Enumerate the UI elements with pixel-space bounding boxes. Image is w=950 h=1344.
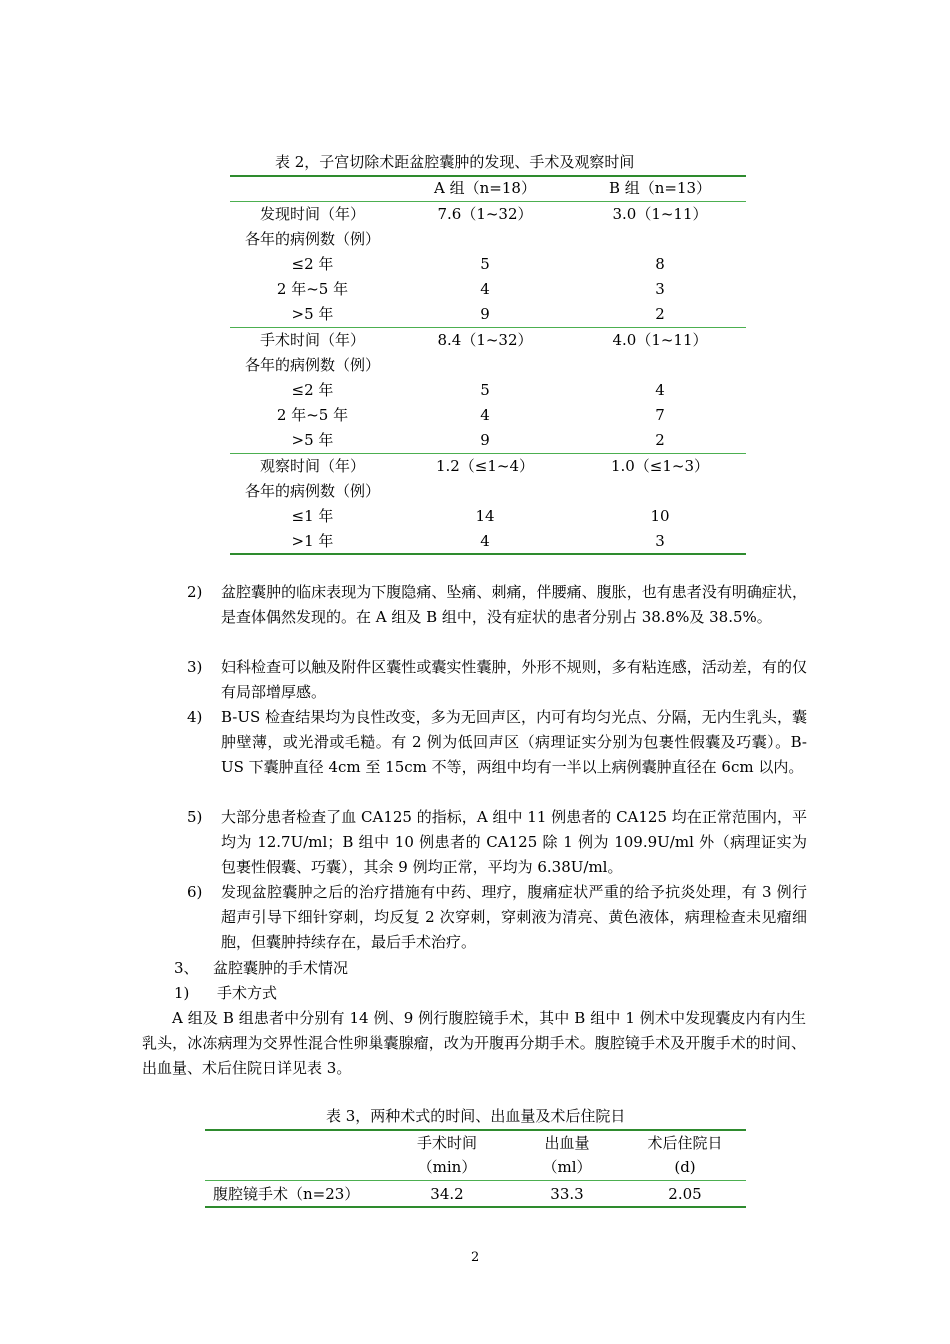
table3-row1-c2: 33.3 <box>550 1185 584 1203</box>
table2-head-a: A 组（n=18） <box>434 179 536 197</box>
table2-row-label: 2 年~5 年 <box>276 406 349 424</box>
table2-row-a: 4 <box>480 406 490 424</box>
table3-caption: 表 3，两种术式的时间、出血量及术后住院日 <box>326 1107 626 1125</box>
table2-row-label: 手术时间（年） <box>259 331 365 349</box>
table2-row-b: 3.0（1~11） <box>612 205 708 223</box>
table2-row-a: 8.4（1~32） <box>437 331 533 349</box>
table2-top-rule <box>230 175 746 177</box>
table2-row-a: 5 <box>480 255 490 273</box>
table2-row-label: 2 年~5 年 <box>276 280 349 298</box>
table2-row-a: 14 <box>475 507 495 525</box>
table2-row-label: >5 年 <box>291 431 334 449</box>
table2-row-b: 8 <box>655 255 665 273</box>
table3-head-rule <box>205 1180 746 1181</box>
table2-row-a: 9 <box>480 431 490 449</box>
table3-head2-line2: （ml） <box>542 1158 592 1176</box>
table3-head3-line2: (d) <box>674 1158 696 1176</box>
list-item-text: 妇科检查可以触及附件区囊性或囊实性囊肿，外形不规则，多有粘连感，活动差，有的仅有局部增厚感。 <box>221 658 807 701</box>
table2-row-b: 2 <box>655 305 665 323</box>
table3-top-rule <box>205 1129 746 1131</box>
table3-row1-c3: 2.05 <box>668 1185 702 1203</box>
table2-row-b: 3 <box>655 532 665 550</box>
table2-row-a: 4 <box>480 280 490 298</box>
table2-row-label: 各年的病例数（例） <box>244 482 380 500</box>
table2-row-label: 各年的病例数（例） <box>244 356 380 374</box>
sub1-number: 1) <box>174 984 190 1002</box>
table2-row-label: 各年的病例数（例） <box>244 230 380 248</box>
table2-row-a: 7.6（1~32） <box>437 205 533 223</box>
list-item-text: 大部分患者检查了血 CA125 的指标，A 组中 11 例患者的 CA125 均在正常范围内，平均为 12.7U/ml；B 组中 10 例患者的 CA125 除 1 例为 109.9U/ml 外（病理证实为包裹性假囊、巧囊），其余 9 例均正常，平均为 6.38U/ml。 <box>221 808 807 876</box>
table2-row-b: 3 <box>655 280 665 298</box>
table2-row-b: 1.0（≤1~3） <box>610 457 710 475</box>
table2-row-label: ≤1 年 <box>291 507 334 525</box>
table2-row-label: 发现时间（年） <box>259 205 365 223</box>
table2-row-label: >5 年 <box>291 305 334 323</box>
list-item-number: 5) <box>187 808 203 826</box>
list-item-text: 盆腔囊肿的临床表现为下腹隐痛、坠痛、刺痛，伴腰痛、腹胀，也有患者没有明确症状，是查体偶然发现的。在 A 组及 B 组中，没有症状的患者分别占 38.8%及 38.5%。 <box>221 583 807 626</box>
table3-row1-label: 腹腔镜手术（n=23） <box>213 1185 360 1203</box>
table2-bottom-rule <box>230 553 746 555</box>
table2-group-rule-1 <box>230 327 746 328</box>
table2-row-label: 观察时间（年） <box>259 457 365 475</box>
table2-row-a: 4 <box>480 532 490 550</box>
table2-row-b: 2 <box>655 431 665 449</box>
table2-row-a: 5 <box>480 381 490 399</box>
table2-row-a: 1.2（≤1~4） <box>435 457 535 475</box>
table2-group-rule-2 <box>230 453 746 454</box>
section3-title: 盆腔囊肿的手术情况 <box>213 959 349 977</box>
list-item-number: 4) <box>187 708 203 726</box>
list-item-text: 发现盆腔囊肿之后的治疗措施有中药、理疗，腹痛症状严重的给予抗炎处理，有 3 例行超声引导下细针穿刺，均反复 2 次穿刺，穿刺液为清亮、黄色液体，病理检查未见瘤细胞，但囊肿持续存在，最后手术治疗。 <box>221 883 807 951</box>
table3-head1-line1: 手术时间 <box>416 1134 477 1152</box>
table3-head1-line2: （min） <box>417 1158 477 1176</box>
section3-number: 3、 <box>174 959 199 977</box>
table2-row-a: 9 <box>480 305 490 323</box>
table2-row-b: 4.0（1~11） <box>612 331 708 349</box>
table3-head2-line1: 出血量 <box>544 1134 590 1152</box>
table2-row-label: >1 年 <box>291 532 334 550</box>
table2-row-b: 10 <box>650 507 670 525</box>
table2-head-b: B 组（n=13） <box>608 179 712 197</box>
sub1-title: 手术方式 <box>217 984 278 1002</box>
table2-row-label: ≤2 年 <box>291 255 334 273</box>
list-item-text: B-US 检查结果均为良性改变，多为无回声区，内可有均匀光点、分隔，无内生乳头，囊肿壁薄，或光滑或毛糙。有 2 例为低回声区（病理证实分别为包裹性假囊及巧囊）。B-US 下囊肿直径 4cm 至 15cm 不等，两组中均有一半以上病例囊肿直径在 6cm 以内。 <box>221 708 807 776</box>
table3-head3-line1: 术后住院日 <box>647 1134 723 1152</box>
body-paragraph: A 组及 B 组患者中分别有 14 例、9 例行腹腔镜手术，其中 B 组中 1 例术中发现囊皮内有内生乳头，冰冻病理为交界性混合性卵巢囊腺瘤，改为开腹再分期手术。腹腔镜手术及开腹手术的时间、出血量、术后住院日详见表 3。 <box>142 1009 806 1077</box>
table2-row-b: 7 <box>655 406 665 424</box>
table3-bottom-rule <box>205 1206 746 1208</box>
table2-head-rule <box>230 201 746 202</box>
table2-caption: 表 2，子宫切除术距盆腔囊肿的发现、手术及观察时间 <box>275 153 635 171</box>
list-item-number: 3) <box>187 658 203 676</box>
list-item-number: 6) <box>187 883 203 901</box>
page-number: 2 <box>471 1250 480 1265</box>
table3-row1-c1: 34.2 <box>430 1185 464 1203</box>
table2-row-b: 4 <box>655 381 665 399</box>
list-item-number: 2) <box>187 583 203 601</box>
table2-row-label: ≤2 年 <box>291 381 334 399</box>
